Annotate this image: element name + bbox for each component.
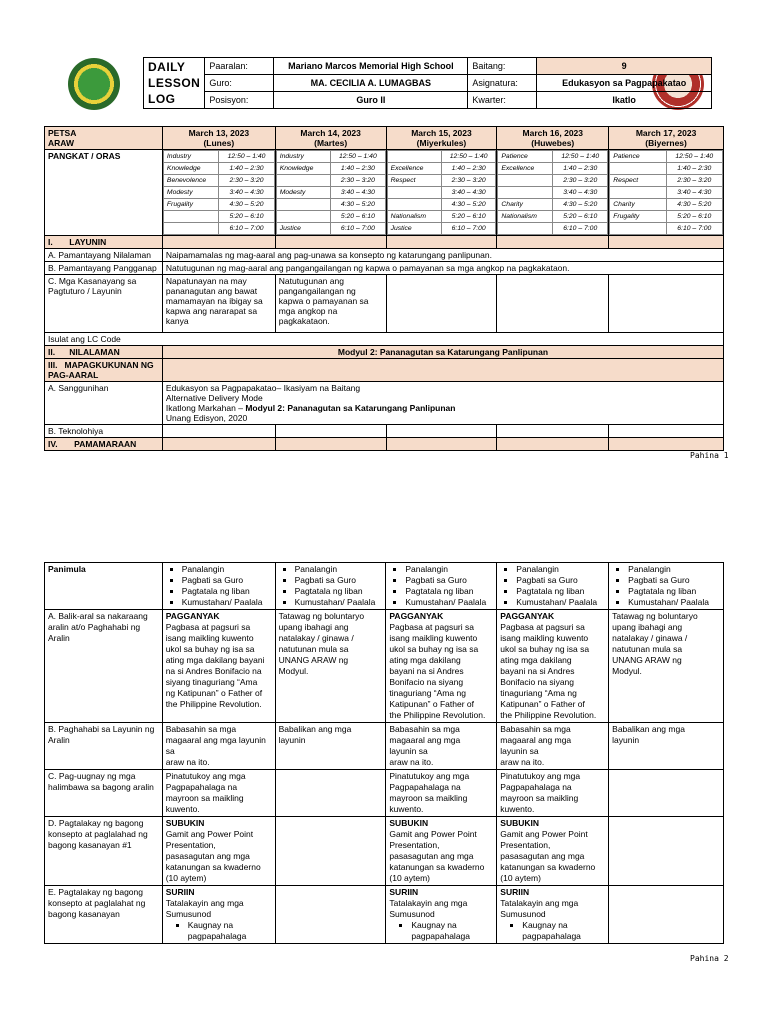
section-name: Modesty	[276, 187, 330, 199]
text-line: bayani na si Andres	[500, 666, 575, 676]
schedule-row	[498, 223, 608, 235]
day-header: March 16, 2023 (Huwebes)	[497, 127, 609, 150]
text-line: Bonifacio na siyang	[389, 677, 464, 687]
dll-title: DAILY LESSON LOG	[144, 58, 205, 109]
text-line: Pagbasa at pagsuri sa	[389, 622, 474, 632]
nilalaman-heading: II. NILALAMAN	[45, 346, 163, 359]
text-line: magaaral ang mga layunin	[165, 735, 266, 745]
text-line: the Philippine Revolution.	[500, 710, 597, 720]
text-line: Tatawag ng boluntaryo	[612, 611, 698, 621]
pagtalakay-1-label: D. Pagtalakay ng bagong konsepto at paglalahad ng bagong kasanayan #1	[45, 817, 163, 886]
day-header: March 15, 2023 (Miyerkules)	[386, 127, 497, 150]
time-slot: 2:30 – 3:20	[331, 175, 385, 187]
text-line: Tatalakayin ang mga	[500, 898, 579, 908]
panimula-cell	[497, 563, 609, 610]
panimula-item: ▪ Pagbati sa Guro	[295, 575, 383, 586]
time-slot: 6:10 – 7:00	[331, 223, 385, 235]
text-line: (10 aytem)	[389, 873, 431, 883]
time-slot: 12:50 – 1:40	[666, 151, 722, 163]
panimula-item: ▪ Pagtatala ng liban	[405, 586, 493, 597]
pagtalakay-2-label: E. Pagtalakay ng bagong konsepto at paglalahat ng bagong kasanayan	[45, 886, 163, 944]
section-name: Excellence	[498, 163, 553, 175]
text-line: Babasahin sa mga	[389, 724, 460, 734]
time-slot: 1:40 – 2:30	[666, 163, 722, 175]
text-line: tinaguriang “Ama ng	[500, 688, 577, 698]
lesson-plan-table-page2	[44, 562, 724, 944]
section-name	[610, 187, 666, 199]
time-slot: 12:50 – 1:40	[219, 151, 274, 163]
text-line: ukol sa buhay ng isa sa	[389, 644, 479, 654]
text-line: Pagbasa at pagsuri sa	[500, 622, 585, 632]
balik-aral-cell	[609, 610, 724, 723]
panimula-item: ▪ Panalangin	[405, 564, 493, 575]
text-line: na si Andres Bonifacio na	[165, 666, 262, 676]
schedule-cell	[609, 150, 724, 236]
section-name: Industry	[163, 151, 218, 163]
text-line: Pinatutukoy ang mga	[389, 771, 470, 781]
text-line: layunin	[278, 735, 306, 745]
paghahabi-cell	[386, 723, 497, 770]
panimula-cell	[162, 563, 275, 610]
schedule-row	[610, 187, 723, 199]
text-line: katanungan sa kwaderno	[165, 862, 261, 872]
section-name: Frugality	[610, 211, 666, 223]
text-line: Tatalakayin ang mga	[165, 898, 244, 908]
kwarter-label: Kwarter:	[468, 92, 537, 109]
section-name	[387, 187, 441, 199]
section-name: Knowledge	[276, 163, 330, 175]
panimula-label: Panimula	[45, 563, 163, 610]
text-line: araw na ito.	[500, 757, 545, 767]
schedule-row	[163, 175, 274, 187]
schedule-row	[387, 175, 496, 187]
schedule-row	[163, 163, 274, 175]
time-slot: 2:30 – 3:20	[666, 175, 722, 187]
section-name	[610, 223, 666, 235]
section-name	[498, 223, 553, 235]
text-line: Babalikan ang mga	[612, 724, 685, 734]
pagganyak-cell: PAGGANYAK Pagbasa at pagsuri sa isang maikling kuwento ukol sa buhay ng isa sa ating mga dakilang bayani na si Andres Bonifacio na siyang tinaguriang “Ama ng Katipunan” o Father of the Philippine Revolution.	[497, 610, 609, 723]
time-slot: 4:30 – 5:20	[666, 199, 722, 211]
text-line: the Philippine Revolution.	[165, 699, 262, 709]
petsa-araw-header: PETSA ARAW	[45, 127, 163, 150]
text-line: pasasagutan ang mga	[165, 851, 250, 861]
time-slot: 1:40 – 2:30	[331, 163, 385, 175]
schedule-row	[498, 211, 608, 223]
text-line: ng Katipunan” o Father of	[165, 688, 263, 698]
posisyon-label: Posisyon:	[205, 92, 274, 109]
sanggunian-label: A. Sanggunihan	[45, 382, 163, 425]
sanggunian-value: Edukasyon sa Pagpapakatao– Ikasiyam na Baitang Alternative Delivery Mode Ikatlong Markahan – Modyul 2: Pananagutan sa Katarungang Panlipunan Unang Edisyon, 2020	[162, 382, 723, 425]
panimula-item: ▪ Panalangin	[295, 564, 383, 575]
schedule-row	[498, 163, 608, 175]
time-slot: 1:40 – 2:30	[441, 163, 495, 175]
paghahabi-label: B. Paghahabi sa Layunin ng Aralin	[45, 723, 163, 770]
schedule-cell	[275, 150, 386, 236]
text-line: kuwento.	[500, 804, 535, 814]
section-schedule	[497, 150, 608, 235]
time-slot: 2:30 – 3:20	[219, 175, 274, 187]
kasanayan-value	[609, 275, 724, 333]
text-line: Pagpapahalaga na	[165, 782, 238, 792]
text-line: Modyul.	[278, 666, 309, 676]
paaralan-value: Mariano Marcos Memorial High School	[274, 58, 468, 75]
section-name	[498, 175, 553, 187]
suriin-cell: SURIIN Tatalakayin ang mga Sumusunod ▪ Kaugnay na pagpapahalaga	[497, 886, 609, 944]
section-schedule	[387, 150, 497, 235]
text-line: magaaral ang mga	[500, 735, 572, 745]
section-name: Respect	[387, 175, 441, 187]
time-slot: 12:50 – 1:40	[441, 151, 495, 163]
panimula-cell	[386, 563, 497, 610]
text-line: ukol sa buhay ng isa sa	[165, 644, 255, 654]
subukin-cell: SUBUKIN Gamit ang Power Point Presentation, pasasagutan ang mga katanungan sa kwaderno (10 aytem)	[162, 817, 275, 886]
paghahabi-cell	[609, 723, 724, 770]
text-line: natutunan mula sa	[612, 644, 683, 654]
text-line: Babasahin sa mga	[500, 724, 571, 734]
text-line: Katipunan” o Father of	[389, 699, 474, 709]
section-name: Patience	[498, 151, 553, 163]
schedule-row	[387, 187, 496, 199]
schedule-row	[163, 211, 274, 223]
schedule-row	[387, 163, 496, 175]
division-seal-logo	[68, 58, 120, 110]
text-line: Gamit ang Power Point	[500, 829, 588, 839]
section-name	[387, 199, 441, 211]
baitang-value: 9	[537, 58, 712, 75]
paghahabi-cell	[497, 723, 609, 770]
pamantayang-pangganap-label: B. Pamantayang Pangganap	[45, 262, 163, 275]
text-line: UNANG ARAW ng	[612, 655, 682, 665]
text-line: Tatawag ng boluntaryo	[278, 611, 365, 621]
time-slot: 2:30 – 3:20	[553, 175, 608, 187]
text-line: siyang tinaguriang “Ama	[165, 677, 258, 687]
subukin-cell: SUBUKIN Gamit ang Power Point Presentation, pasasagutan ang mga katanungan sa kwaderno (10 aytem)	[386, 817, 497, 886]
text-line: ating mga dakilang	[500, 655, 572, 665]
schedule-row	[276, 151, 385, 163]
text-line: pasasagutan ang mga	[500, 851, 585, 861]
day-header: March 17, 2023 (Biyernes)	[609, 127, 724, 150]
paaralan-label: Paaralan:	[205, 58, 274, 75]
text-line: upang ibahagi ang	[278, 622, 349, 632]
panimula-item: ▪ Kumustahan/ Paalala	[182, 597, 272, 608]
nilalaman-value: Modyul 2: Pananagutan sa Katarungang Panlipunan	[162, 346, 723, 359]
schedule-row	[498, 175, 608, 187]
text-line: tinaguriang “Ama ng	[389, 688, 466, 698]
text-line: Babalikan ang mga	[278, 724, 352, 734]
pamamaraan-heading: IV. PAMAMARAAN	[45, 438, 163, 451]
section-name	[276, 211, 330, 223]
section-name	[276, 175, 330, 187]
text-line: Pagbasa at pagsuri sa	[165, 622, 251, 632]
text-line: Sumusunod	[389, 909, 435, 919]
text-line: Pagpapahalaga na	[500, 782, 572, 792]
schedule-row	[163, 199, 274, 211]
section-name: Charity	[498, 199, 553, 211]
section-name	[610, 163, 666, 175]
text-line: araw na ito.	[389, 757, 434, 767]
schedule-row	[276, 175, 385, 187]
text-line: Pagpapahalaga na	[389, 782, 461, 792]
time-slot: 4:30 – 5:20	[553, 199, 608, 211]
time-slot: 5:20 – 6:10	[666, 211, 722, 223]
panimula-item: ▪ Pagtatala ng liban	[182, 586, 272, 597]
pagganyak-cell: PAGGANYAK Pagbasa at pagsuri sa isang maikling kuwento ukol sa buhay ng isa sa ating mga dakilang bayani na si Andres Bonifacio na siyang tinaguriang “Ama ng Katipunan” o Father of the Philippine Revolution.	[162, 610, 275, 723]
schedule-row	[276, 223, 385, 235]
schedule-row	[610, 199, 723, 211]
schedule-cell	[497, 150, 609, 236]
kasanayan-label: C. Mga Kasanayang sa Pagtuturo / Layunin	[45, 275, 163, 333]
schedule-row	[498, 151, 608, 163]
text-line: layunin	[612, 735, 640, 745]
kwarter-value: Ikatlo	[537, 92, 712, 109]
panimula-item: ▪ Panalangin	[628, 564, 720, 575]
section-name: Frugality	[163, 199, 218, 211]
panimula-item: ▪ Kumustahan/ Paalala	[405, 597, 493, 608]
text-line: pasasagutan ang mga	[389, 851, 474, 861]
schedule-row	[387, 151, 496, 163]
text-line: the Philippine Revolution.	[389, 710, 486, 720]
text-line: bayani na si Andres	[389, 666, 464, 676]
teknolohiya-label: B. Teknolohiya	[45, 425, 163, 438]
kasanayan-value	[386, 275, 497, 333]
page-number: Pahina 1	[690, 451, 729, 460]
text-line: ating mga dakilang	[389, 655, 461, 665]
time-slot: 6:10 – 7:00	[666, 223, 722, 235]
text-line: magaaral ang mga	[389, 735, 461, 745]
time-slot: 6:10 – 7:00	[219, 223, 274, 235]
text-line: katanungan sa kwaderno	[389, 862, 485, 872]
lesson-plan-table-page1	[44, 126, 724, 451]
schedule-row	[610, 175, 723, 187]
section-name	[387, 151, 441, 163]
panimula-item: ▪ Pagbati sa Guro	[516, 575, 605, 586]
pamantayang-nilalaman-value: Naipamamalas ng mag-aaral ang pag-unawa sa konsepto ng katarungang panlipunan.	[162, 249, 723, 262]
text-line: natalakay / ginawa /	[612, 633, 688, 643]
schedule-row	[387, 199, 496, 211]
section-name: Knowledge	[163, 163, 218, 175]
schedule-row	[498, 187, 608, 199]
time-slot: 12:50 – 1:40	[331, 151, 385, 163]
time-slot: 6:10 – 7:00	[553, 223, 608, 235]
pamantayang-nilalaman-label: A. Pamantayang Nilalaman	[45, 249, 163, 262]
time-slot: 1:40 – 2:30	[219, 163, 274, 175]
section-name	[276, 199, 330, 211]
dll-header-table	[143, 57, 712, 109]
schedule-row	[276, 199, 385, 211]
section-name: Excellence	[387, 163, 441, 175]
time-slot: 3:40 – 4:30	[441, 187, 495, 199]
text-line: Gamit ang Power Point	[389, 829, 477, 839]
text-line: isang maikling kuwento	[500, 633, 589, 643]
kagamitan-heading: III. MAPAGKUKUNAN NG PAG-AARAL	[45, 359, 163, 382]
posisyon-value: Guro II	[274, 92, 468, 109]
text-line: Modyul.	[612, 666, 642, 676]
asignatura-label: Asignatura:	[468, 75, 537, 92]
section-name: Justice	[387, 223, 441, 235]
pangkat-oras-label: PANGKAT / ORAS	[45, 150, 163, 236]
text-line: (10 aytem)	[500, 873, 541, 883]
schedule-cell	[386, 150, 497, 236]
schedule-row	[610, 163, 723, 175]
time-slot: 3:40 – 4:30	[331, 187, 385, 199]
panimula-item: ▪ Panalangin	[182, 564, 272, 575]
balik-aral-label: A. Balik-aral sa nakaraang aralin at/o Paghahabi ng Aralin	[45, 610, 163, 723]
section-schedule	[609, 150, 723, 235]
text-line: upang ibahagi ang	[612, 622, 683, 632]
panimula-item: ▪ Pagtatala ng liban	[295, 586, 383, 597]
text-line: UNANG ARAW ng	[278, 655, 349, 665]
text-line: mayroon sa maikling	[389, 793, 468, 803]
suriin-cell: SURIIN Tatalakayin ang mga Sumusunod ▪ Kaugnay na pagpapahalaga	[386, 886, 497, 944]
day-header: March 14, 2023 (Martes)	[275, 127, 386, 150]
text-line: Pinatutukoy ang mga	[165, 771, 246, 781]
text-line: ukol sa buhay ng isa sa	[500, 644, 590, 654]
text-line: Presentation,	[165, 840, 216, 850]
panimula-item: ▪ Pagbati sa Guro	[182, 575, 272, 586]
panimula-item: ▪ Pagtatala ng liban	[516, 586, 605, 597]
pag-uugnay-cell	[162, 770, 275, 817]
section-name	[163, 211, 218, 223]
suriin-cell: SURIIN Tatalakayin ang mga Sumusunod ▪ Kaugnay na pagpapahalaga	[162, 886, 275, 944]
page-number: Pahina 2	[690, 954, 729, 963]
section-name: Respect	[610, 175, 666, 187]
panimula-item: ▪ Kumustahan/ Paalala	[628, 597, 720, 608]
subukin-cell: SUBUKIN Gamit ang Power Point Presentation, pasasagutan ang mga katanungan sa kwaderno (10 aytem)	[497, 817, 609, 886]
section-name: Benevolence	[163, 175, 218, 187]
panimula-cell	[275, 563, 386, 610]
text-line: Katipunan” o Father of	[500, 699, 585, 709]
text-line: Bonifacio na siyang	[500, 677, 574, 687]
time-slot: 6:10 – 7:00	[441, 223, 495, 235]
pag-uugnay-cell	[497, 770, 609, 817]
time-slot: 1:40 – 2:30	[553, 163, 608, 175]
section-name: Justice	[276, 223, 330, 235]
kasanayan-value: Napatunayan na may pananagutan ang bawat mamamayan na ibigay sa kapwa ang nararapat sa kanya	[162, 275, 275, 333]
section-schedule	[276, 150, 386, 235]
day-header: March 13, 2023 (Lunes)	[162, 127, 275, 150]
text-line: kuwento.	[389, 804, 424, 814]
time-slot: 5:20 – 6:10	[441, 211, 495, 223]
time-slot: 3:40 – 4:30	[219, 187, 274, 199]
time-slot: 5:20 – 6:10	[553, 211, 608, 223]
section-name: Charity	[610, 199, 666, 211]
text-line: kuwento.	[165, 804, 200, 814]
section-name: Modesty	[163, 187, 218, 199]
pag-uugnay-label: C. Pag-uugnay ng mga halimbawa sa bagong aralin	[45, 770, 163, 817]
schedule-row	[276, 211, 385, 223]
pamantayang-pangganap-value: Natutugunan ng mag-aaral ang pangangailangan ng kapwa o pamayanan sa mga angkop na pagkakataon.	[162, 262, 723, 275]
time-slot: 4:30 – 5:20	[219, 199, 274, 211]
text-line: Gamit ang Power Point	[165, 829, 254, 839]
pag-uugnay-cell	[386, 770, 497, 817]
time-slot: 5:20 – 6:10	[331, 211, 385, 223]
text-line: natutunan mula sa	[278, 644, 349, 654]
text-line: layunin sa	[500, 746, 539, 756]
panimula-item: ▪ Pagbati sa Guro	[628, 575, 720, 586]
text-line: Tatalakayin ang mga	[389, 898, 468, 908]
time-slot: 4:30 – 5:20	[441, 199, 495, 211]
lc-code-note: Isulat ang LC Code	[45, 333, 724, 346]
paghahabi-cell	[162, 723, 275, 770]
schedule-row	[276, 163, 385, 175]
schedule-row	[163, 151, 274, 163]
time-slot: 5:20 – 6:10	[219, 211, 274, 223]
schedule-row	[610, 223, 723, 235]
panimula-item: ▪ Panalangin	[516, 564, 605, 575]
paghahabi-cell	[275, 723, 386, 770]
schedule-row	[276, 187, 385, 199]
section-name: Nationalism	[387, 211, 441, 223]
guro-value: MA. CECILIA A. LUMAGBAS	[274, 75, 468, 92]
text-line: natalakay / ginawa /	[278, 633, 354, 643]
text-line: Sumusunod	[165, 909, 212, 919]
time-slot: 4:30 – 5:20	[331, 199, 385, 211]
panimula-item: ▪ Kumustahan/ Paalala	[516, 597, 605, 608]
text-line: Presentation,	[500, 840, 551, 850]
text-line: ating mga dakilang bayani	[165, 655, 265, 665]
panimula-cell	[609, 563, 724, 610]
panimula-item: ▪ Pagtatala ng liban	[628, 586, 720, 597]
schedule-row	[163, 187, 274, 199]
text-line: Sumusunod	[500, 909, 546, 919]
text-line: isang maikling kuwento	[165, 633, 254, 643]
guro-label: Guro:	[205, 75, 274, 92]
balik-aral-cell	[275, 610, 386, 723]
section-name: Nationalism	[498, 211, 553, 223]
panimula-item: ▪ Pagbati sa Guro	[405, 575, 493, 586]
time-slot: 2:30 – 3:20	[441, 175, 495, 187]
schedule-row	[163, 223, 274, 235]
text-line: Babasahin sa mga	[165, 724, 237, 734]
schedule-row	[387, 211, 496, 223]
schedule-cell	[162, 150, 275, 236]
schedule-row	[610, 211, 723, 223]
text-line: Presentation,	[389, 840, 440, 850]
section-name	[498, 187, 553, 199]
section-name: Patience	[610, 151, 666, 163]
section-name	[163, 223, 218, 235]
kasanayan-value: Natutugunan ang pangangailangan ng kapwa o pamayanan sa mga angkop na pagkakataon.	[275, 275, 386, 333]
text-line: mayroon sa maikling	[500, 793, 579, 803]
time-slot: 3:40 – 4:30	[553, 187, 608, 199]
section-name: Industry	[276, 151, 330, 163]
pagganyak-cell: PAGGANYAK Pagbasa at pagsuri sa isang maikling kuwento ukol sa buhay ng isa sa ating mga dakilang bayani na si Andres Bonifacio na siyang tinaguriang “Ama ng Katipunan” o Father of the Philippine Revolution.	[386, 610, 497, 723]
layunin-heading: I. LAYUNIN	[45, 236, 163, 249]
text-line: Pinatutukoy ang mga	[500, 771, 581, 781]
text-line: katanungan sa kwaderno	[500, 862, 596, 872]
schedule-row	[610, 151, 723, 163]
kasanayan-value	[497, 275, 609, 333]
text-line: isang maikling kuwento	[389, 633, 478, 643]
text-line: araw na ito.	[165, 757, 210, 767]
asignatura-value: Edukasyon sa Pagpapakatao	[537, 75, 712, 92]
text-line: sa	[165, 746, 175, 756]
panimula-item: ▪ Kumustahan/ Paalala	[295, 597, 383, 608]
schedule-row	[387, 223, 496, 235]
section-schedule	[163, 150, 275, 235]
baitang-label: Baitang:	[468, 58, 537, 75]
text-line: (10 aytem)	[165, 873, 207, 883]
time-slot: 12:50 – 1:40	[553, 151, 608, 163]
text-line: layunin sa	[389, 746, 428, 756]
time-slot: 3:40 – 4:30	[666, 187, 722, 199]
text-line: mayroon sa maikling	[165, 793, 244, 803]
schedule-row	[498, 199, 608, 211]
